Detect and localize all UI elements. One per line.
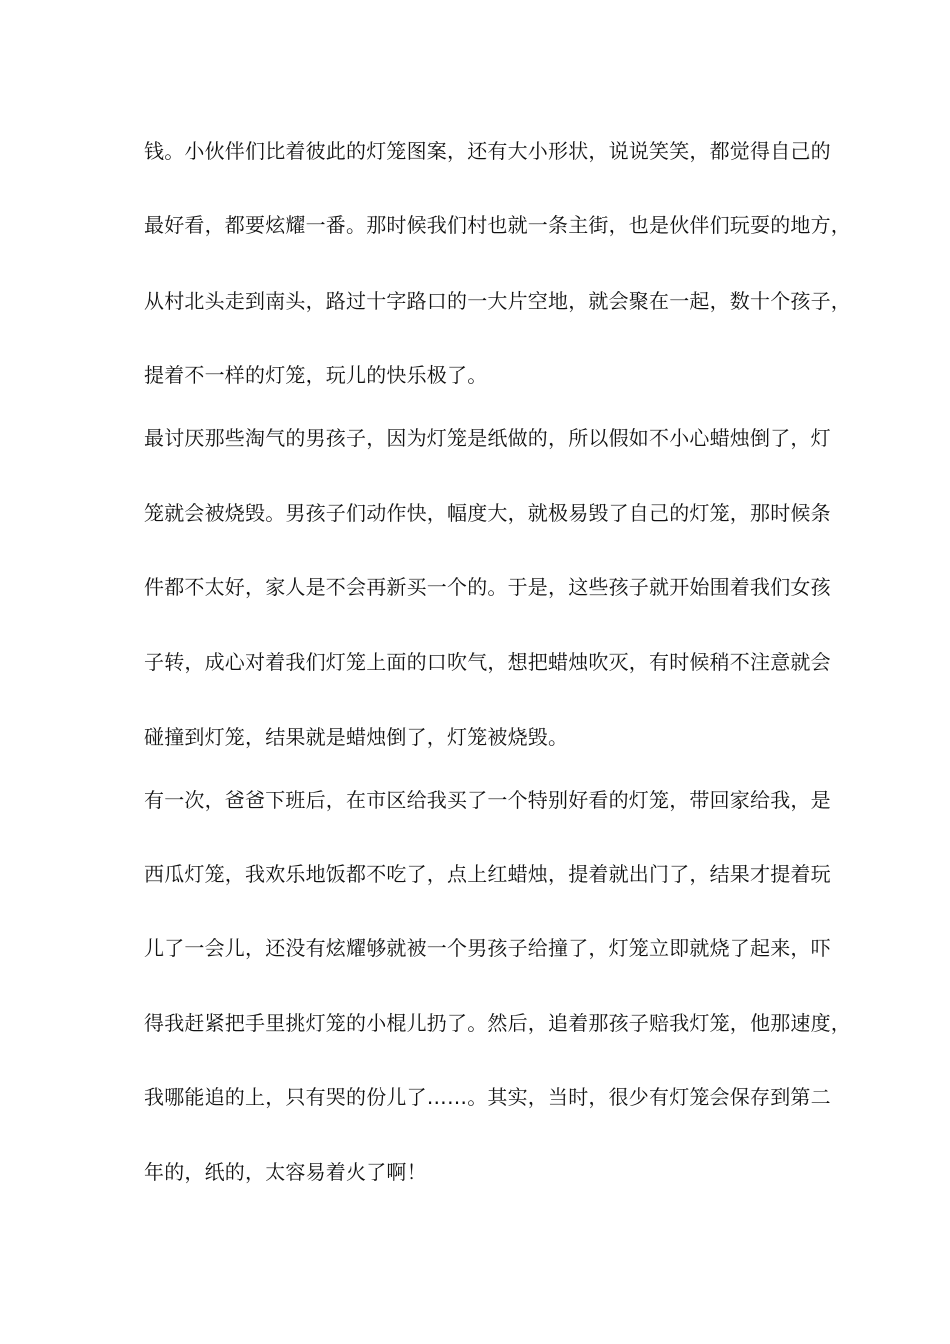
paragraph-3-line-1: 有一次，爸爸下班后，在市区给我买了一个特别好看的灯笼，带回家给我，是 <box>144 788 831 812</box>
paragraph-1-line-4: 提着不一样的灯笼，玩儿的快乐极了。 <box>144 363 488 387</box>
paragraph-1-line-1: 钱。小伙伴们比着彼此的灯笼图案，还有大小形状，说说笑笑，都觉得自己的 <box>144 139 831 163</box>
paragraph-3-line-6: 年的，纸的，太容易着火了啊！ <box>144 1160 427 1184</box>
paragraph-3-line-3: 儿了一会儿，还没有炫耀够就被一个男孩子给撞了，灯笼立即就烧了起来，吓 <box>144 936 831 960</box>
paragraph-3-line-4: 得我赶紧把手里挑灯笼的小棍儿扔了。然后，追着那孩子赔我灯笼，他那速度， <box>144 1011 851 1035</box>
paragraph-1-line-3: 从村北头走到南头，路过十字路口的一大片空地，就会聚在一起，数十个孩子， <box>144 289 851 313</box>
paragraph-2-line-4: 子转，成心对着我们灯笼上面的口吹气，想把蜡烛吹灭，有时候稍不注意就会 <box>144 650 831 674</box>
paragraph-1-line-2: 最好看，都要炫耀一番。那时候我们村也就一条主街，也是伙伴们玩耍的地方， <box>144 213 851 237</box>
paragraph-2-line-2: 笼就会被烧毁。男孩子们动作快，幅度大，就极易毁了自己的灯笼，那时候条 <box>144 501 831 525</box>
paragraph-2-line-5: 碰撞到灯笼，结果就是蜡烛倒了，灯笼被烧毁。 <box>144 725 569 749</box>
paragraph-3-line-2: 西瓜灯笼，我欢乐地饭都不吃了，点上红蜡烛，提着就出门了，结果才提着玩 <box>144 862 831 886</box>
paragraph-2-line-3: 件都不太好，家人是不会再新买一个的。于是，这些孩子就开始围着我们女孩 <box>144 575 831 599</box>
paragraph-2-line-1: 最讨厌那些淘气的男孩子，因为灯笼是纸做的，所以假如不小心蜡烛倒了，灯 <box>144 426 831 450</box>
paragraph-3-line-5: 我哪能追的上，只有哭的份儿了……。其实，当时，很少有灯笼会保存到第二 <box>144 1085 831 1109</box>
